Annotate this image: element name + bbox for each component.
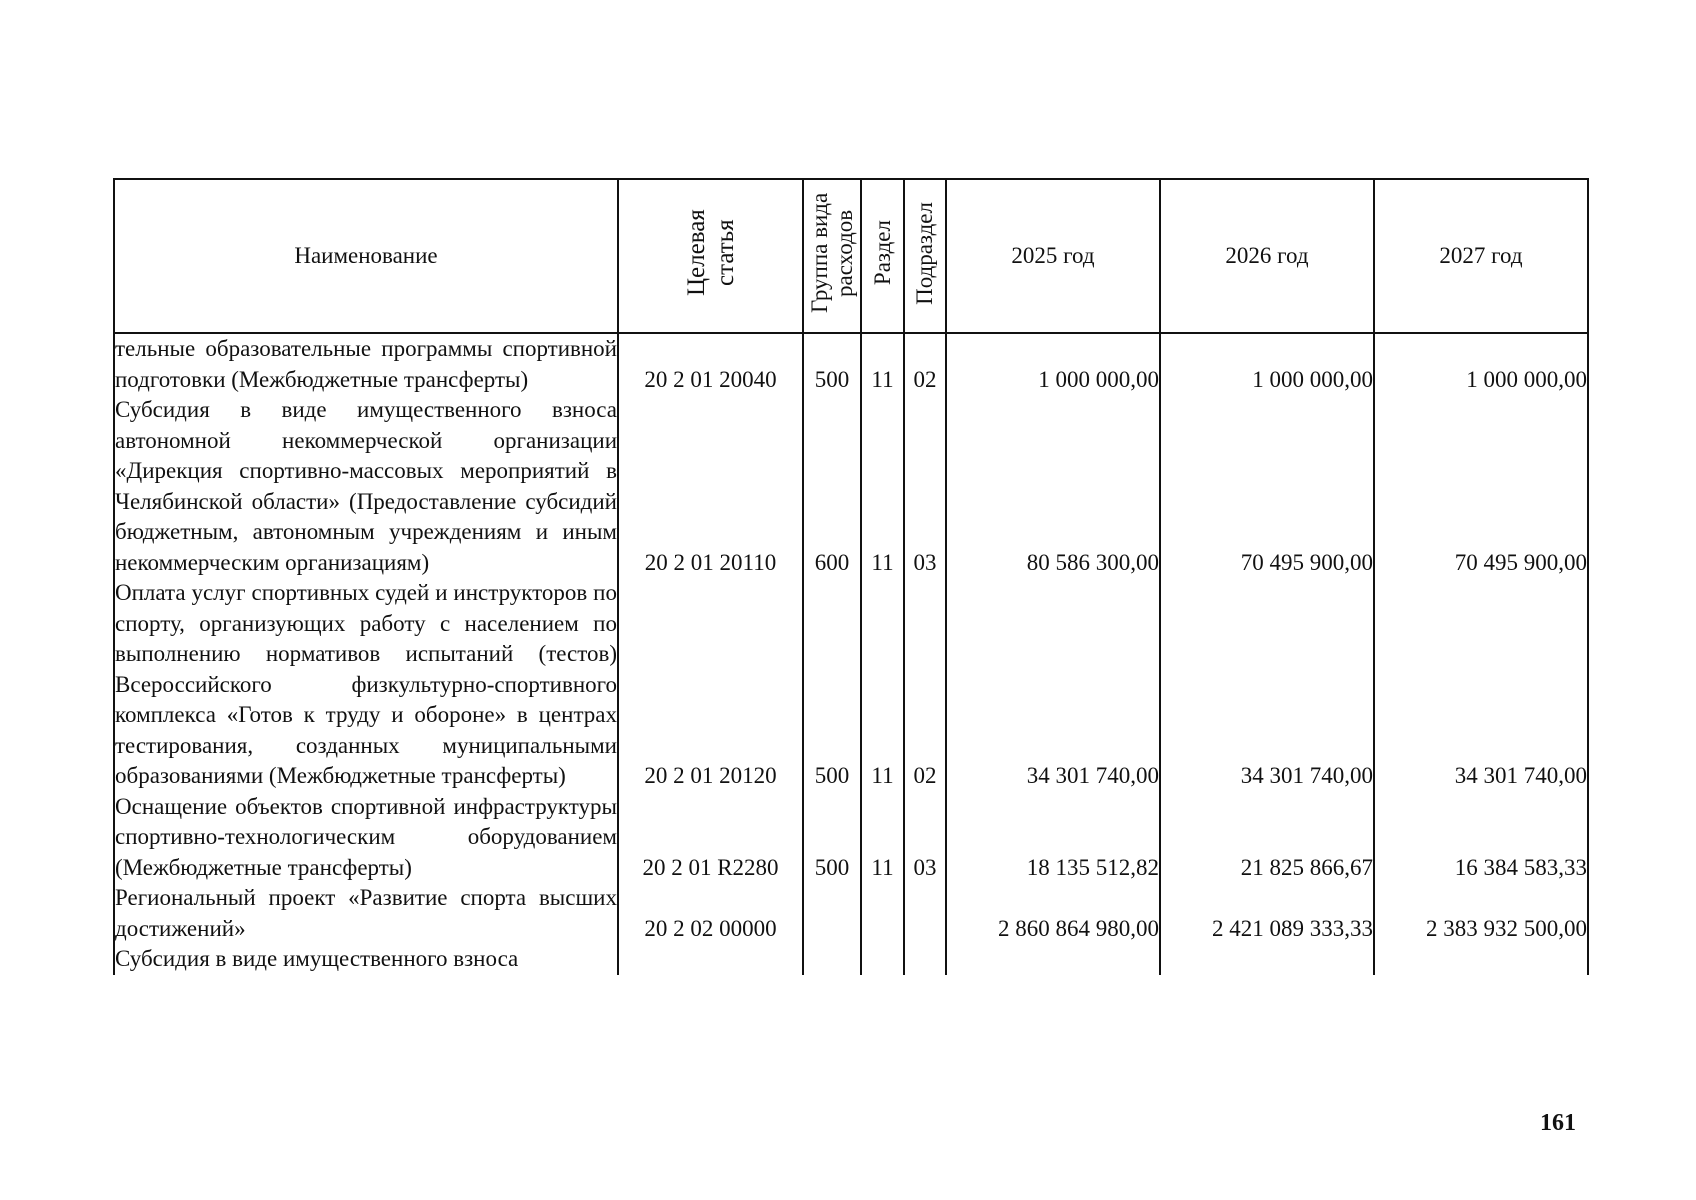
table-row: [114, 333, 1588, 395]
row-2027: [1374, 944, 1588, 975]
row-2026: 34 301 740,00: [1160, 578, 1374, 792]
header-group-label: Группа вида расходов: [807, 192, 857, 314]
row-2026: 1 000 000,00: [1160, 333, 1374, 395]
budget-table-container: [113, 178, 1587, 1090]
row-2026: 21 825 866,67: [1160, 792, 1374, 884]
row-section: 11: [861, 333, 904, 395]
row-target: 20 2 01 20120: [618, 578, 803, 792]
row-group: [803, 883, 861, 944]
row-group: 500: [803, 333, 861, 395]
row-group: [803, 944, 861, 975]
row-2026: 2 421 089 333,33: [1160, 883, 1374, 944]
row-2025: 2 860 864 980,00: [946, 883, 1160, 944]
header-target: [618, 179, 803, 333]
row-2027: 16 384 583,33: [1374, 792, 1588, 884]
header-target-label: Целевая статья: [682, 209, 739, 297]
row-subsection: [904, 883, 946, 944]
table-row: [114, 395, 1588, 578]
row-2027: 2 383 932 500,00: [1374, 883, 1588, 944]
row-group: 600: [803, 395, 861, 578]
row-name: Оснащение объектов спортивной инфраструктуры спортивно-технологическим оборудованием (Межбюджетные трансферты): [114, 792, 618, 884]
table-row: [114, 578, 1588, 792]
row-subsection: 02: [904, 333, 946, 395]
row-2027: 1 000 000,00: [1374, 333, 1588, 395]
header-subsection-label: Подраздел: [912, 201, 937, 305]
header-2027: [1374, 179, 1588, 333]
row-subsection: 03: [904, 395, 946, 578]
row-name: Оплата услуг спортивных судей и инструкторов по спорту, организующих работу с населением по выполнению нормативов испытаний (тестов) Всероссийского физкультурно-спортивного комплекса «Готов к труду и обороне» в центрах тестирования, созданных муниципальными образованиями (Межбюджетные трансферты): [114, 578, 618, 792]
row-section: [861, 883, 904, 944]
row-subsection: 02: [904, 578, 946, 792]
row-name: тельные образовательные программы спортивной подготовки (Межбюджетные трансферты): [114, 333, 618, 395]
header-2025: [946, 179, 1160, 333]
row-section: 11: [861, 578, 904, 792]
row-section: 11: [861, 395, 904, 578]
row-name: Субсидия в виде имущественного взноса автономной некоммерческой организации «Дирекция спортивно-массовых мероприятий в Челябинской области» (Предоставление субсидий бюджетным, автономным учреждениям и иным некоммерческим организациям): [114, 395, 618, 578]
row-2025: 18 135 512,82: [946, 792, 1160, 884]
row-2027: 70 495 900,00: [1374, 395, 1588, 578]
row-target: 20 2 01 R2280: [618, 792, 803, 884]
row-name: Субсидия в виде имущественного взноса: [114, 944, 618, 975]
row-target: 20 2 01 20110: [618, 395, 803, 578]
row-2026: 70 495 900,00: [1160, 395, 1374, 578]
row-target: [618, 944, 803, 975]
row-2025: 1 000 000,00: [946, 333, 1160, 395]
header-section: [861, 179, 904, 333]
row-name: Региональный проект «Развитие спорта высших достижений»: [114, 883, 618, 944]
row-2025: 80 586 300,00: [946, 395, 1160, 578]
row-target: 20 2 02 00000: [618, 883, 803, 944]
header-section-label: Раздел: [869, 220, 895, 286]
header-name: [114, 179, 618, 333]
budget-table: [113, 178, 1589, 975]
header-2026: [1160, 179, 1374, 333]
header-2026-label: 2026 год: [1225, 243, 1309, 268]
row-target: 20 2 01 20040: [618, 333, 803, 395]
row-group: 500: [803, 792, 861, 884]
row-section: 11: [861, 792, 904, 884]
row-group: 500: [803, 578, 861, 792]
table-row: [114, 944, 1588, 975]
header-subsection: [904, 179, 946, 333]
header-group: [803, 179, 861, 333]
row-section: [861, 944, 904, 975]
row-subsection: [904, 944, 946, 975]
header-row: [114, 179, 1588, 333]
row-2026: [1160, 944, 1374, 975]
page-number: 161: [1540, 1110, 1576, 1136]
header-2027-label: 2027 год: [1439, 243, 1523, 268]
table-row: [114, 883, 1588, 944]
table-row: [114, 792, 1588, 884]
header-2025-label: 2025 год: [1011, 243, 1095, 268]
row-2027: 34 301 740,00: [1374, 578, 1588, 792]
header-name-label: Наименование: [294, 243, 438, 268]
row-2025: [946, 944, 1160, 975]
row-2025: 34 301 740,00: [946, 578, 1160, 792]
row-subsection: 03: [904, 792, 946, 884]
